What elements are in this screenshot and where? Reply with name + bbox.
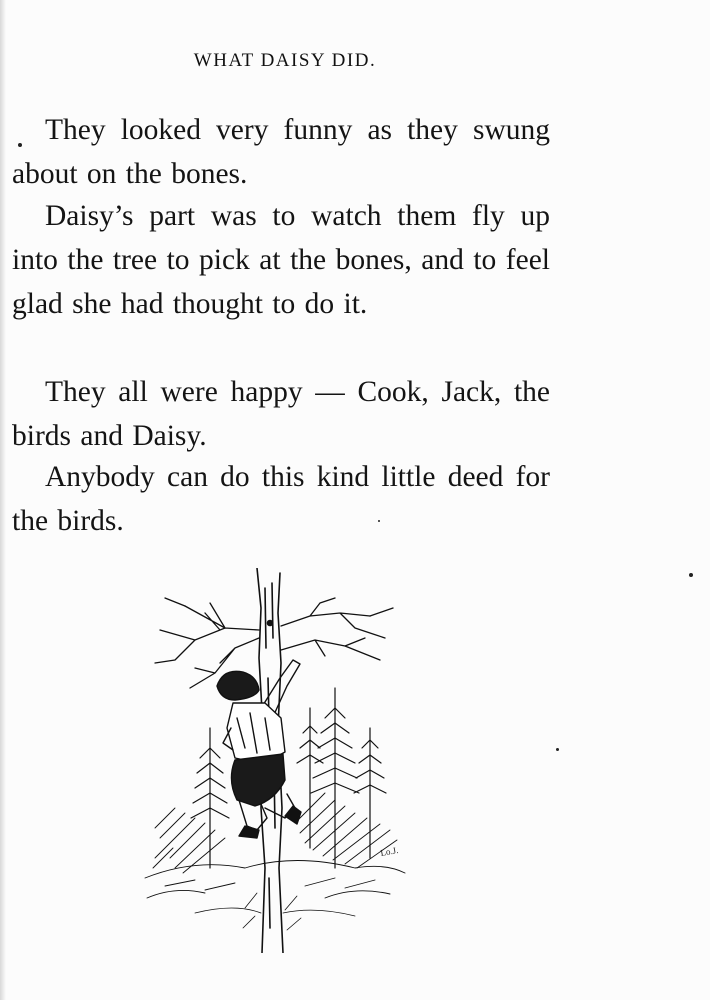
ground-hatching bbox=[195, 893, 355, 930]
paragraph-2: Daisy’s part was to watch them fly up into the tree to pick at the bones, and to feel glad she had thought to do it. bbox=[12, 200, 550, 320]
print-speck bbox=[378, 520, 380, 522]
running-head: WHAT DAISY DID. bbox=[193, 50, 377, 71]
paragraph-3: They all were happy — Cook, Jack, the birds and Daisy. bbox=[12, 376, 550, 452]
print-speck bbox=[556, 748, 559, 751]
paragraph-4: Anybody can do this kind little deed for the birds. bbox=[12, 461, 550, 537]
boy-figure bbox=[217, 660, 301, 838]
pine-trees bbox=[191, 688, 386, 868]
artist-signature: Lo.J. bbox=[379, 844, 400, 858]
print-speck bbox=[18, 143, 22, 147]
print-speck bbox=[689, 573, 693, 577]
bare-branches bbox=[155, 598, 393, 688]
paragraph-1: They looked very funny as they swung about on the bones. bbox=[12, 114, 550, 190]
page-edge-shadow bbox=[0, 0, 6, 1000]
boy-climbing-tree-illustration bbox=[135, 568, 425, 953]
